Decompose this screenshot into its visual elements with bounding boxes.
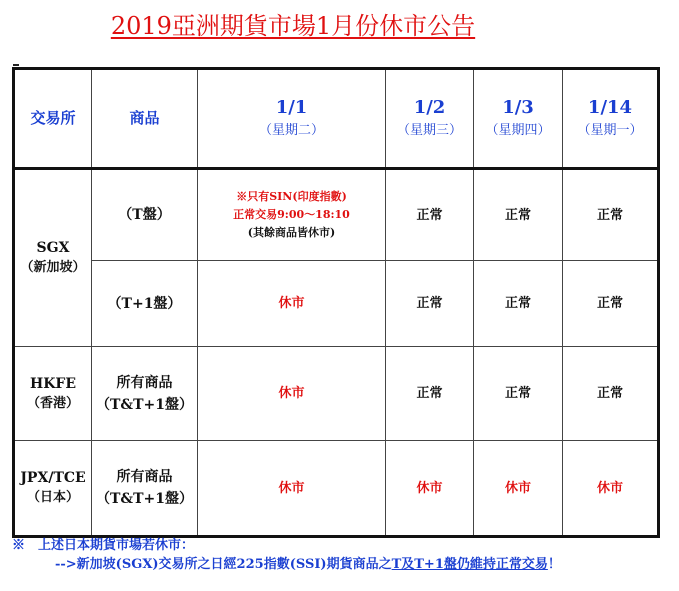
product-jpx bbox=[92, 441, 198, 537]
exchange-code: HKFE bbox=[29, 375, 76, 392]
footnote-text: -->新加坡(SGX)交易所之日經225指數(SSI)期貨商品之 bbox=[55, 557, 392, 572]
product-label: 所有商品 bbox=[116, 374, 173, 391]
table-row-hkfe bbox=[14, 347, 659, 441]
cell-jpx-d2: 休市 bbox=[386, 441, 474, 537]
cell-sgx-t-d1 bbox=[198, 169, 386, 261]
date-label: 1/2 bbox=[413, 96, 446, 118]
product-label: （T&T+1盤） bbox=[96, 491, 193, 507]
weekday-label: （星期一） bbox=[577, 122, 643, 138]
table-row-sgx-t1 bbox=[14, 261, 659, 347]
cell-jpx-d4: 休市 bbox=[563, 441, 659, 537]
exchange-region: （香港） bbox=[26, 395, 79, 411]
date-label: 1/14 bbox=[587, 96, 633, 118]
product-sgx-t1: （T+1盤） bbox=[92, 261, 198, 347]
exchange-region: （日本） bbox=[26, 490, 79, 505]
header-date-4 bbox=[563, 69, 659, 169]
exchange-jpx bbox=[14, 441, 92, 537]
exchange-code: SGX bbox=[36, 240, 70, 256]
footnote-text: ！ bbox=[547, 557, 561, 572]
weekday-label: （星期二） bbox=[258, 122, 324, 138]
footnote-line-1: ※ 上述日本期貨市場若休市： bbox=[12, 538, 195, 553]
cell-sgx-t1-d1: 休市 bbox=[198, 261, 386, 347]
date-label: 1/1 bbox=[275, 96, 308, 118]
header-date-2 bbox=[386, 69, 474, 169]
footnote-line-2 bbox=[55, 556, 561, 574]
exchange-hkfe bbox=[14, 347, 92, 441]
cell-hkfe-d3: 正常 bbox=[474, 347, 563, 441]
product-label: （T&T+1盤） bbox=[96, 396, 193, 413]
weekday-label: （星期四） bbox=[485, 122, 551, 138]
cell-hkfe-d4: 正常 bbox=[563, 347, 659, 441]
cell-sgx-t1-d3: 正常 bbox=[474, 261, 563, 347]
note-line: ※只有SIN(印度指數) bbox=[236, 190, 347, 203]
product-sgx-t: （T盤） bbox=[92, 169, 198, 261]
table-row-sgx-t bbox=[14, 169, 659, 261]
note-line: 正常交易9:00～18:10 bbox=[233, 208, 350, 221]
cell-sgx-t1-d4: 正常 bbox=[563, 261, 659, 347]
cell-sgx-t-d3: 正常 bbox=[474, 169, 563, 261]
cell-hkfe-d1: 休市 bbox=[198, 347, 386, 441]
cell-jpx-d1: 休市 bbox=[198, 441, 386, 537]
note-line: (其餘商品皆休市) bbox=[247, 226, 336, 239]
header-row bbox=[14, 69, 659, 169]
header-product: 商品 bbox=[92, 69, 198, 169]
weekday-label: （星期三） bbox=[396, 122, 462, 138]
exchange-region: （新加坡） bbox=[20, 260, 86, 275]
header-date-3 bbox=[474, 69, 563, 169]
product-label: 所有商品 bbox=[116, 469, 173, 485]
cell-sgx-t-d2: 正常 bbox=[386, 169, 474, 261]
holiday-table bbox=[12, 67, 660, 538]
header-exchange: 交易所 bbox=[14, 69, 92, 169]
footnote-emphasis: T及T+1盤仍維持正常交易 bbox=[391, 557, 548, 572]
cell-sgx-t1-d2: 正常 bbox=[386, 261, 474, 347]
product-hkfe bbox=[92, 347, 198, 441]
exchange-code: JPX/TCE bbox=[20, 470, 86, 486]
cell-sgx-t-d4: 正常 bbox=[563, 169, 659, 261]
cell-jpx-d3: 休市 bbox=[474, 441, 563, 537]
exchange-sgx bbox=[14, 169, 92, 347]
table-row-jpx bbox=[14, 441, 659, 537]
divider-mark bbox=[13, 64, 19, 66]
header-date-1 bbox=[198, 69, 386, 169]
page-title: 2019亞洲期貨市場1月份休市公告 bbox=[110, 12, 476, 40]
cell-hkfe-d2: 正常 bbox=[386, 347, 474, 441]
date-label: 1/3 bbox=[502, 96, 534, 118]
